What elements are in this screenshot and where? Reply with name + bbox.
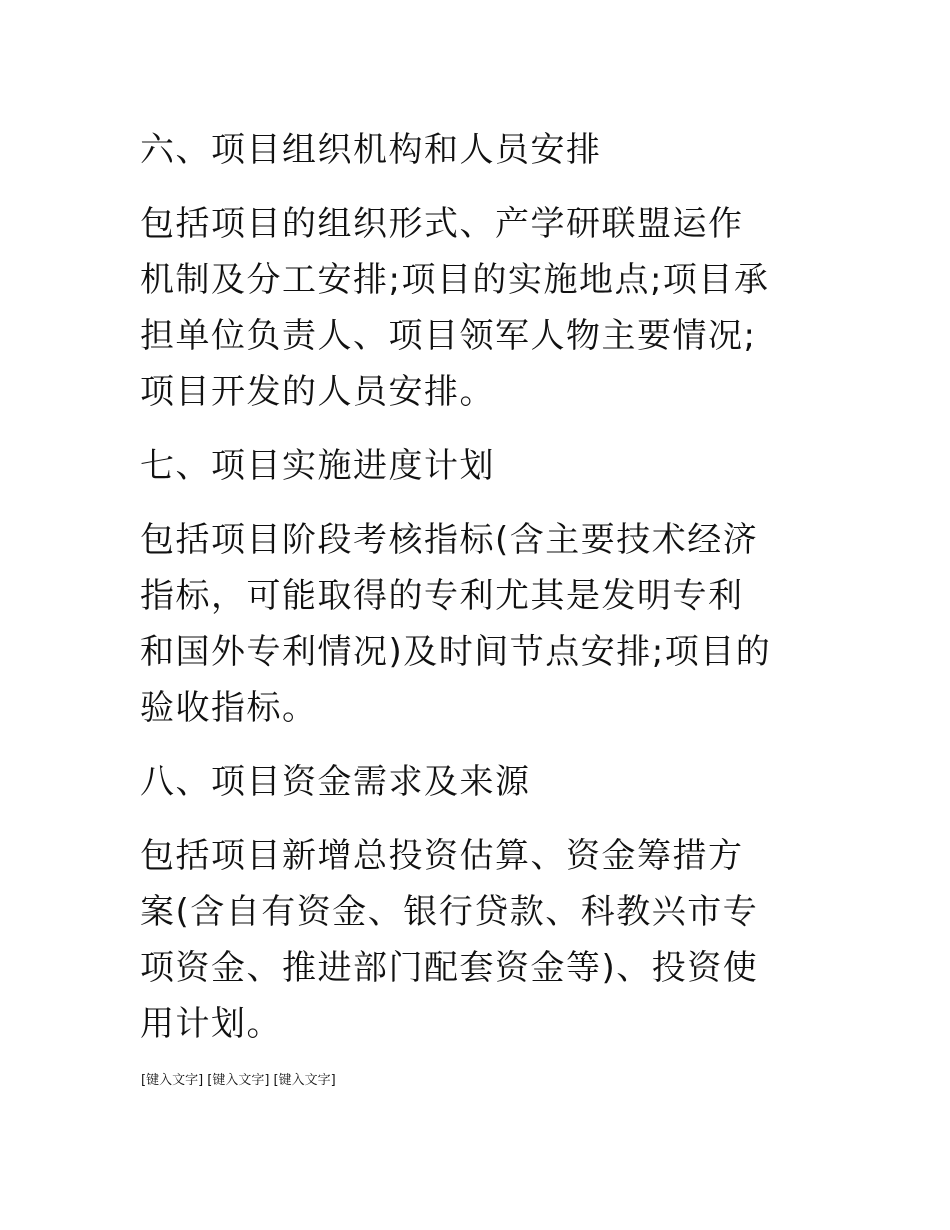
paragraph-line: 案(含自有资金、银行贷款、科教兴市专 — [140, 892, 759, 932]
section-heading: 七、项目实施进度计划 — [140, 446, 495, 486]
paragraph-line: 用计划。 — [140, 1004, 282, 1044]
paragraph-line: 机制及分工安排;项目的实施地点;项目承 — [140, 260, 770, 300]
paragraph-line: 项资金、推进部门配套资金等)、投资使 — [140, 948, 759, 988]
document-body — [140, 122, 810, 1052]
paragraph-line: 和国外专利情况)及时间节点安排;项目的 — [140, 632, 772, 672]
paragraph-line: 担单位负责人、项目领军人物主要情况; — [140, 316, 757, 356]
section-heading: 八、项目资金需求及来源 — [140, 762, 531, 802]
paragraph-line: 项目开发的人员安排。 — [140, 372, 495, 412]
section-paragraph — [140, 512, 810, 736]
paragraph-line: 包括项目的组织形式、产学研联盟运作 — [140, 204, 744, 244]
page-footer: [键入文字] [键入文字] [键入文字] — [141, 1073, 336, 1088]
paragraph-line: 验收指标。 — [140, 688, 318, 728]
section-paragraph — [140, 196, 810, 420]
paragraph-line: 指标，可能取得的专利尤其是发明专利 — [140, 576, 744, 616]
section-paragraph — [140, 828, 810, 1052]
paragraph-line: 包括项目新增总投资估算、资金筹措方 — [140, 836, 744, 876]
section-heading: 六、项目组织机构和人员安排 — [140, 130, 602, 170]
paragraph-line: 包括项目阶段考核指标(含主要技术经济 — [140, 520, 759, 560]
